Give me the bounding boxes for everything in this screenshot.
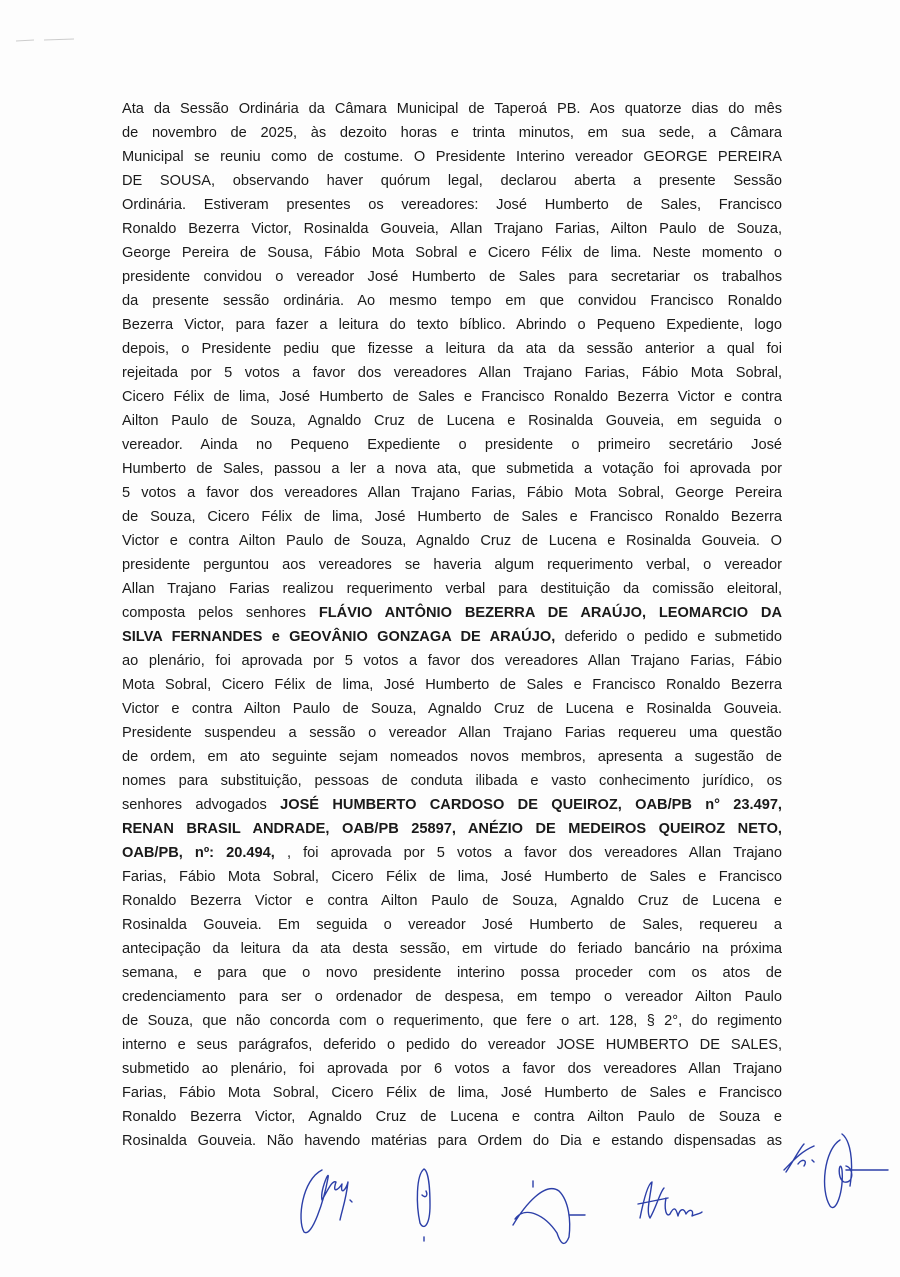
text-segment: ao plenário, foi aprovada por 5 votos a favor dos vereadores Allan Trajano Farias, Fábio: [122, 653, 782, 669]
signature-5: [780, 1130, 890, 1220]
text-line: [122, 937, 782, 961]
text-segment: DE SOUSA, observando haver quórum legal, declarou aberta a presente Sessão: [122, 173, 782, 189]
bold-text-segment: JOSÉ HUMBERTO CARDOSO DE QUEIROZ, OAB/PB n° 23.497,: [280, 797, 782, 813]
text-line: [122, 721, 782, 745]
text-segment: semana, e para que o novo presidente interino possa proceder com os atos de: [122, 965, 782, 981]
text-segment: de Souza, que não concorda com o requerimento, que fere o art. 128, § 2°, do regimento: [122, 1013, 782, 1029]
text-segment: vereador. Ainda no Pequeno Expediente o presidente o primeiro secretário José: [122, 437, 782, 453]
text-line: [122, 865, 782, 889]
text-segment: Cicero Félix de lima, José Humberto de Sales e Francisco Ronaldo Bezerra Victor e contra: [122, 389, 782, 405]
text-segment: de ordem, em ato seguinte sejam nomeados novos membros, apresenta a sugestão de: [122, 749, 782, 765]
text-line: [122, 457, 782, 481]
text-segment: depois, o Presidente pediu que fizesse a leitura da ata da sessão anterior a qual foi: [122, 341, 782, 357]
text-line: [122, 145, 782, 169]
text-line: [122, 649, 782, 673]
text-line: [122, 769, 782, 793]
text-segment: George Pereira de Sousa, Fábio Mota Sobral e Cicero Félix de lima. Neste momento o: [122, 245, 782, 261]
signature-4: [630, 1178, 710, 1228]
text-segment: Presidente suspendeu a sessão o vereador Allan Trajano Farias requereu uma questão: [122, 725, 782, 741]
bold-text-segment: FLÁVIO ANTÔNIO BEZERRA DE ARAÚJO, LEOMARCIO DA: [318, 605, 783, 621]
text-line: [122, 1009, 782, 1033]
text-segment: Humberto de Sales, passou a ler a nova ata, que submetida a votação foi aprovada por: [122, 461, 782, 477]
text-line: [122, 985, 782, 1009]
text-line: [122, 817, 782, 841]
text-segment: de novembro de 2025, às dezoito horas e trinta minutos, em sua sede, a Câmara: [122, 125, 782, 141]
text-segment: , foi aprovada por 5 votos a favor dos vereadores Allan Trajano: [274, 845, 783, 861]
text-segment: interno e seus parágrafos, deferido o pedido do vereador JOSE HUMBERTO DE SALES,: [122, 1037, 782, 1053]
text-line: [122, 241, 782, 265]
text-segment: Bezerra Victor, para fazer a leitura do texto bíblico. Abrindo o Pequeno Expediente, logo: [122, 317, 782, 333]
text-segment: Ailton Paulo de Souza, Agnaldo Cruz de Lucena e Rosinalda Gouveia, em seguida o: [122, 413, 782, 429]
text-line: [122, 121, 782, 145]
text-segment: da presente sessão ordinária. Ao mesmo tempo em que convidou Francisco Ronaldo: [122, 293, 782, 309]
text-line: [122, 169, 782, 193]
text-segment: credenciamento para ser o ordenador de despesa, em tempo o vereador Ailton Paulo: [122, 989, 782, 1005]
text-segment: Farias, Fábio Mota Sobral, Cicero Félix de lima, José Humberto de Sales e Francisco: [122, 1085, 782, 1101]
bold-text-segment: RENAN BRASIL ANDRADE, OAB/PB 25897, ANÉZIO DE MEDEIROS QUEIROZ NETO,: [122, 821, 782, 837]
text-line: [122, 361, 782, 385]
text-line: [122, 313, 782, 337]
text-segment: Rosinalda Gouveia. Em seguida o vereador José Humberto de Sales, requereu a: [122, 917, 782, 933]
text-segment: presidente convidou o vereador José Humberto de Sales para secretariar os trabalhos: [122, 269, 782, 285]
text-segment: 5 votos a favor dos vereadores Allan Trajano Farias, Fábio Mota Sobral, George Pereira: [122, 485, 782, 501]
scan-mark: [14, 36, 84, 44]
text-segment: Ronaldo Bezerra Victor, Agnaldo Cruz de Lucena e contra Ailton Paulo de Souza e: [122, 1109, 782, 1125]
text-line: [122, 433, 782, 457]
text-line: [122, 505, 782, 529]
text-line: [122, 385, 782, 409]
text-segment: Victor e contra Ailton Paulo de Souza, Agnaldo Cruz de Lucena e Rosinalda Gouveia. O: [122, 533, 782, 549]
text-line: [122, 961, 782, 985]
text-line: [122, 1081, 782, 1105]
text-segment: antecipação da leitura da ata desta sessão, em virtude do feriado bancário na próxima: [122, 941, 782, 957]
text-line: [122, 889, 782, 913]
text-line: [122, 97, 782, 121]
text-segment: deferido o pedido e submetido: [555, 629, 782, 645]
text-line: [122, 673, 782, 697]
text-line: [122, 481, 782, 505]
text-segment: composta pelos senhores: [122, 605, 319, 621]
minutes-body-text: [122, 97, 782, 1153]
text-segment: rejeitada por 5 votos a favor dos vereadores Allan Trajano Farias, Fábio Mota Sobral,: [122, 365, 782, 381]
text-segment: submetido ao plenário, foi aprovada por 6 votos a favor dos vereadores Allan Trajano: [122, 1061, 782, 1077]
text-line: [122, 289, 782, 313]
text-line: [122, 217, 782, 241]
text-line: [122, 1129, 782, 1153]
text-line: [122, 841, 782, 865]
text-line: [122, 697, 782, 721]
bold-text-segment: SILVA FERNANDES e GEOVÂNIO GONZAGA DE ARAÚJO,: [122, 629, 556, 645]
text-segment: Allan Trajano Farias realizou requerimento verbal para destituição da comissão eleitoral,: [122, 581, 782, 597]
text-line: [122, 193, 782, 217]
text-segment: senhores advogados: [122, 797, 281, 813]
text-line: [122, 745, 782, 769]
text-segment: Ronaldo Bezerra Victor, Rosinalda Gouveia, Allan Trajano Farias, Ailton Paulo de Souza,: [122, 221, 782, 237]
text-line: [122, 337, 782, 361]
text-segment: Victor e contra Ailton Paulo de Souza, Agnaldo Cruz de Lucena e Rosinalda Gouveia.: [122, 701, 782, 717]
signature-2: [410, 1165, 440, 1245]
text-line: [122, 1057, 782, 1081]
text-line: [122, 265, 782, 289]
text-line: [122, 601, 782, 625]
text-line: [122, 913, 782, 937]
text-segment: Rosinalda Gouveia. Não havendo matérias para Ordem do Dia e estando dispensadas as: [122, 1133, 782, 1149]
text-line: [122, 625, 782, 649]
text-segment: Ronaldo Bezerra Victor e contra Ailton Paulo de Souza, Agnaldo Cruz de Lucena e: [122, 893, 782, 909]
text-line: [122, 793, 782, 817]
text-segment: Farias, Fábio Mota Sobral, Cicero Félix de lima, José Humberto de Sales e Francisco: [122, 869, 782, 885]
signature-1: [292, 1160, 362, 1240]
text-line: [122, 553, 782, 577]
text-segment: nomes para substituição, pessoas de conduta ilibada e vasto conhecimento jurídico, os: [122, 773, 782, 789]
text-segment: Mota Sobral, Cicero Félix de lima, José Humberto de Sales e Francisco Ronaldo Bezerra: [122, 677, 782, 693]
text-segment: Ata da Sessão Ordinária da Câmara Municipal de Taperoá PB. Aos quatorze dias do mês: [122, 101, 782, 117]
text-line: [122, 577, 782, 601]
text-segment: Ordinária. Estiveram presentes os vereadores: José Humberto de Sales, Francisco: [122, 197, 782, 213]
text-segment: Municipal se reuniu como de costume. O Presidente Interino vereador GEORGE PEREIRA: [122, 149, 782, 165]
text-segment: presidente perguntou aos vereadores se haveria algum requerimento verbal, o vereador: [122, 557, 782, 573]
text-line: [122, 1033, 782, 1057]
text-line: [122, 529, 782, 553]
bold-text-segment: OAB/PB, nº: 20.494,: [122, 845, 275, 861]
text-line: [122, 1105, 782, 1129]
text-line: [122, 409, 782, 433]
signature-3: [505, 1175, 595, 1255]
text-segment: de Souza, Cicero Félix de lima, José Humberto de Sales e Francisco Ronaldo Bezerra: [122, 509, 782, 525]
